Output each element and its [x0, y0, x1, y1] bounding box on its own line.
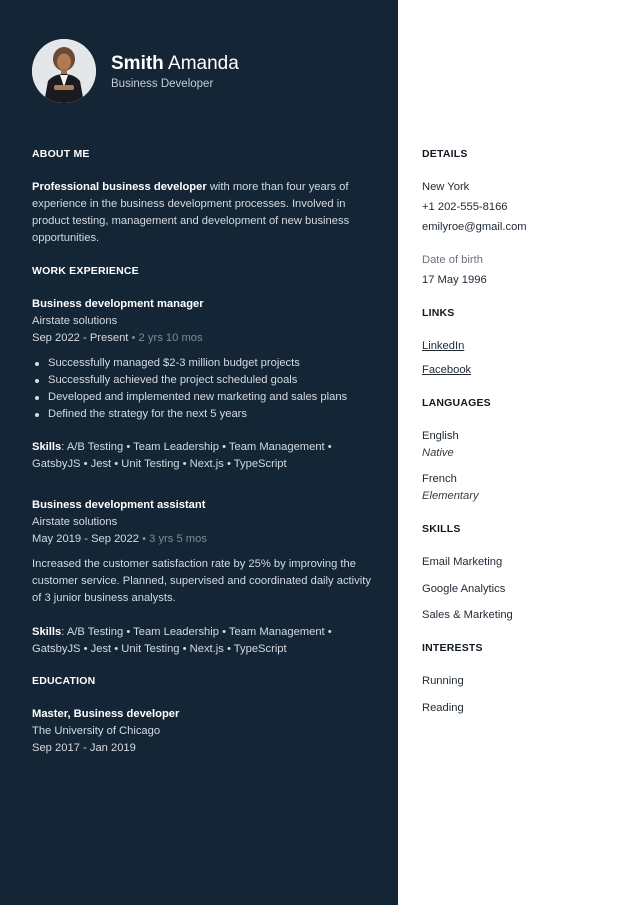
job-title: Business development assistant — [32, 499, 206, 511]
list-item: Successfully achieved the project scheduled goals — [32, 372, 372, 389]
skills-list: : A/B Testing • Team Leadership • Team Management • GatsbyJS • Jest • Unit Testing • Next.js • TypeScript — [32, 441, 332, 470]
job-bullets — [32, 355, 372, 423]
job-date-range: Sep 2022 - Present — [32, 332, 129, 344]
details-heading: DETAILS — [422, 148, 468, 160]
language-level: Elementary — [422, 490, 479, 502]
interests-heading: INTERESTS — [422, 642, 483, 654]
experience-heading: WORK EXPERIENCE — [32, 265, 139, 277]
skills-label: Skills — [32, 626, 62, 638]
about-text — [32, 179, 372, 247]
job-skills — [32, 624, 352, 658]
skills-list: : A/B Testing • Team Leadership • Team Management • GatsbyJS • Jest • Unit Testing • Next.js • TypeScript — [32, 626, 332, 655]
dob-value: 17 May 1996 — [422, 274, 487, 286]
details-email: emilyroe@gmail.com — [422, 221, 527, 233]
job-skills — [32, 439, 352, 473]
job-company: Airstate solutions — [32, 315, 118, 327]
education-dates: Sep 2017 - Jan 2019 — [32, 742, 136, 754]
about-heading: ABOUT ME — [32, 148, 90, 160]
education-school: The University of Chicago — [32, 725, 161, 737]
education-heading: EDUCATION — [32, 675, 96, 687]
list-item: Developed and implemented new marketing and sales plans — [32, 389, 372, 406]
job-description: Increased the customer satisfaction rate by 25% by improving the customer service. Planned, supervised and coordinated daily activity of 3 junior business analysts. — [32, 558, 371, 604]
first-name: Smith — [111, 53, 164, 74]
interest-item: Reading — [422, 702, 464, 714]
last-name: Amanda — [168, 53, 239, 74]
about-rest: with more than four years of experience in the business development processes. Involved in product testing, management and development of new business opportunities. — [32, 181, 350, 244]
list-item: Successfully managed $2-3 million budget projects — [32, 355, 372, 372]
profile-name — [111, 53, 239, 75]
link-facebook[interactable]: Facebook — [422, 364, 472, 376]
profile-photo — [32, 39, 96, 103]
skill-item: Email Marketing — [422, 556, 503, 568]
language-level: Native — [422, 447, 454, 459]
job-duration: • 2 yrs 10 mos — [128, 332, 203, 344]
language-name: English — [422, 430, 459, 442]
languages-heading: LANGUAGES — [422, 397, 491, 409]
list-item: Defined the strategy for the next 5 years — [32, 406, 372, 423]
education-degree: Master, Business developer — [32, 708, 180, 720]
skills-heading: SKILLS — [422, 523, 461, 535]
job-date-range: May 2019 - Sep 2022 — [32, 533, 139, 545]
job-company: Airstate solutions — [32, 516, 118, 528]
skills-label: Skills — [32, 441, 62, 453]
details-city: New York — [422, 181, 470, 193]
interest-item: Running — [422, 675, 464, 687]
avatar — [32, 39, 96, 103]
links-heading: LINKS — [422, 307, 455, 319]
skill-item: Sales & Marketing — [422, 609, 513, 621]
job-dates — [32, 330, 203, 347]
job-title: Business development manager — [32, 298, 204, 310]
job-dates — [32, 531, 207, 548]
profile-title: Business Developer — [111, 78, 214, 90]
right-column — [398, 0, 640, 905]
job-duration: • 3 yrs 5 mos — [138, 533, 207, 545]
link-linkedin[interactable]: LinkedIn — [422, 340, 465, 352]
language-name: French — [422, 473, 457, 485]
skill-item: Google Analytics — [422, 583, 506, 595]
dob-label: Date of birth — [422, 254, 483, 266]
details-phone: +1 202-555-8166 — [422, 201, 508, 213]
about-lead: Professional business developer — [32, 181, 207, 193]
